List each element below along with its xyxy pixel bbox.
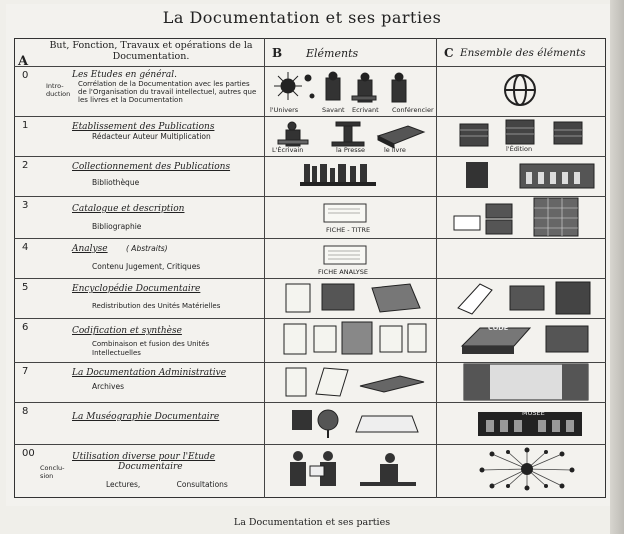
row-number: 00	[22, 448, 35, 459]
museum-objects-illustration	[286, 404, 426, 442]
row-subtitle: Bibliographie	[92, 222, 142, 231]
row-subtitle: Rédacteur Auteur Multiplication	[92, 132, 211, 141]
row-title-extra: ( Abstraits)	[126, 244, 168, 253]
illustration-label: FICHE ANALYSE	[318, 268, 368, 276]
row-number: 0	[22, 70, 29, 81]
card-cabinets-illustration	[450, 196, 600, 238]
row-subtitle: Corrélation de la Documentation avec les parties de l'Organisation du travail intellectuel, autres que les livres et la Documentation	[78, 80, 257, 104]
row-title: Collectionnement des Publications	[72, 162, 231, 172]
row-number: 7	[22, 366, 29, 377]
illustration-label: MUSÉE	[522, 409, 545, 417]
row-title: Catalogue et description	[72, 204, 185, 214]
row-divider	[14, 116, 606, 117]
illustration-label: la Presse	[336, 146, 365, 154]
column-b-header: Eléments	[306, 47, 359, 60]
row-title-extra: Documentaire	[118, 462, 183, 472]
row-title: La Documentation Administrative	[72, 368, 227, 378]
page-title: La Documentation et ses parties	[162, 8, 442, 27]
row-number: 4	[22, 242, 29, 253]
column-a-header: But, Fonction, Travaux et opérations de la Documentation.	[49, 40, 253, 62]
row-subtitle: Lectures, Consultations	[106, 480, 228, 489]
illustration-label: l'Univers	[270, 106, 299, 114]
illustration-label: L'Écrivain	[272, 146, 304, 154]
illustration-label: l'Édition	[506, 145, 533, 153]
row-title: Codification et synthèse	[72, 326, 182, 336]
row-title: Encyclopédie Documentaire	[72, 284, 201, 294]
encyclopedia-cabinets-illustration	[450, 280, 600, 316]
row-title: Les Etudes en général.	[72, 70, 177, 80]
column-a-letter: A	[18, 54, 29, 69]
row-title: Utilisation diverse pour l'Etude	[72, 452, 216, 462]
bookshelf-illustration	[300, 160, 380, 190]
network-diagram-icon	[472, 446, 582, 492]
row-divider	[14, 156, 606, 157]
illustration-label: Savant	[322, 106, 345, 114]
row-divider	[14, 318, 606, 319]
illustration-label: Conférencier	[392, 106, 434, 114]
illustration-label: Ecrivant	[352, 106, 379, 114]
documents-maps-illustration	[280, 280, 430, 316]
codification-documents-illustration	[280, 320, 430, 358]
row-divider	[14, 278, 606, 279]
illustration-label: FICHE - TITRE	[326, 226, 371, 234]
archives-documents-illustration	[280, 364, 430, 400]
row-divider	[14, 444, 606, 445]
row-title: Analyse	[72, 244, 108, 254]
illustration-label: le livre	[384, 146, 406, 154]
figure-caption: La Documentation et ses parties	[233, 517, 391, 528]
row-title: Etablissement des Publications	[72, 122, 215, 132]
row-side-label: Conclu- sion	[40, 464, 65, 480]
library-building-illustration	[460, 158, 600, 192]
row-title: La Muséographie Documentaire	[72, 412, 220, 422]
row-number: 6	[22, 322, 29, 333]
row-subtitle: Redistribution des Unités Matérielles	[92, 302, 221, 310]
column-b-letter: B	[272, 46, 283, 60]
analysis-card-illustration	[320, 244, 370, 266]
code-book-illustration	[456, 320, 596, 358]
title-card-illustration	[320, 202, 370, 226]
row-subtitle: Archives	[92, 382, 124, 391]
row-side-label: Intro- duction	[46, 82, 71, 98]
globe-icon	[500, 70, 540, 110]
page-edge	[610, 0, 624, 534]
column-c-header: Ensemble des éléments	[460, 47, 586, 59]
row-subtitle: Combinaison et fusion des Unités Intellectuelles	[92, 340, 210, 357]
illustration-label: CODE	[488, 324, 509, 332]
column-c-letter: C	[444, 46, 454, 60]
row-number: 5	[22, 282, 29, 293]
archive-room-illustration	[462, 362, 592, 402]
readers-illustration	[280, 448, 430, 494]
row-number: 3	[22, 200, 29, 211]
row-number: 8	[22, 406, 29, 417]
row-subtitle: Bibliothèque	[92, 178, 140, 187]
row-number: 2	[22, 160, 29, 171]
column-divider	[264, 38, 265, 498]
row-divider	[14, 402, 606, 403]
row-divider	[14, 238, 606, 239]
row-subtitle: Contenu Jugement, Critiques	[92, 262, 201, 271]
header-divider	[14, 66, 606, 67]
column-divider	[436, 38, 437, 498]
row-number: 1	[22, 120, 29, 131]
